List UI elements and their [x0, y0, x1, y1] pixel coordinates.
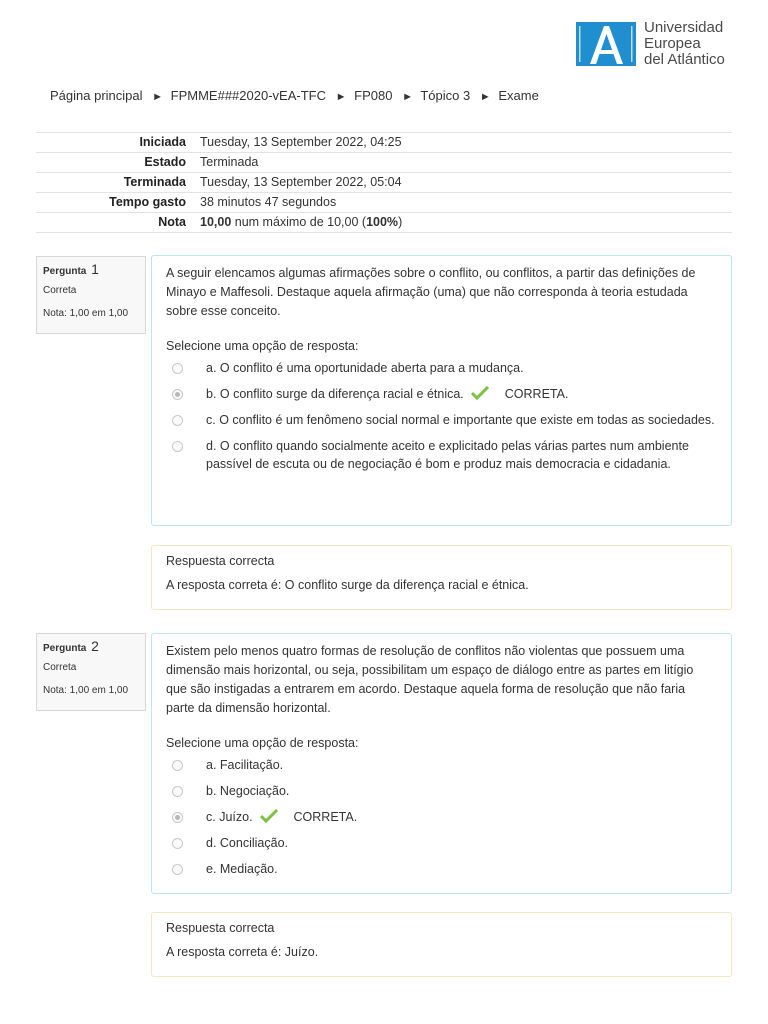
breadcrumb-separator-icon: ►: [402, 91, 413, 103]
radio-button[interactable]: [172, 363, 183, 374]
question-grade: Nota: 1,00 em 1,00: [43, 308, 129, 319]
answer-option-a[interactable]: [166, 359, 717, 377]
breadcrumb-module[interactable]: FP080: [354, 88, 393, 103]
answer-option-c[interactable]: [166, 808, 717, 826]
question-info-1: [36, 256, 146, 334]
question-label: Pergunta: [43, 266, 87, 277]
feedback-title: Respuesta correcta: [166, 921, 275, 935]
question-state: Correta: [43, 662, 77, 673]
question-text: Existem pelo menos quatro formas de resolução de conflitos não violentas que possuem uma dimensão mais horizontal, ou seja, possibilitam um espaço de diálogo entre as partes em litígio que são instigadas a entrarem em acordo. Destaque aquela forma de resolução que não faria parte da dimensão horizontal.: [166, 644, 694, 715]
question-label: Pergunta: [43, 643, 87, 654]
logo-mark-icon: [576, 22, 636, 66]
correct-tag: CORRETA.: [293, 810, 358, 824]
radio-button[interactable]: [172, 864, 183, 875]
breadcrumb-topic[interactable]: Tópico 3: [420, 88, 471, 103]
question-state: Correta: [43, 285, 77, 296]
option-label: b. Negociação.: [206, 784, 290, 798]
correct-tag: CORRETA.: [504, 387, 569, 401]
feedback-title: Respuesta correcta: [166, 554, 275, 568]
option-label: d. O conflito quando socialmente aceito e explicitado pelas várias partes num ambiente passível de escuta ou de negociação é bom e produz mais democracia e cidadania.: [206, 439, 689, 471]
logo-line-1: Universidad: [644, 19, 724, 36]
summary-value: Tuesday, 13 September 2022, 04:25: [200, 135, 402, 149]
check-icon: [471, 386, 489, 400]
university-logo: [576, 20, 725, 68]
answer-option-b[interactable]: [166, 782, 717, 800]
summary-row-time: [36, 193, 732, 213]
breadcrumb-home[interactable]: Página principal: [50, 88, 143, 103]
radio-button[interactable]: [172, 415, 183, 426]
option-label: b. O conflito surge da diferença racial e étnica.: [206, 387, 464, 401]
feedback-box-2: [151, 912, 732, 977]
logo-line-2: Europea: [644, 35, 701, 52]
feedback-box-1: [151, 545, 732, 610]
summary-label: Iniciada: [139, 135, 186, 149]
option-label: a. O conflito é uma oportunidade aberta para a mudança.: [206, 361, 524, 375]
breadcrumb-separator-icon: ►: [152, 91, 164, 103]
answer-prompt: Selecione uma opção de resposta:: [166, 736, 359, 750]
summary-value: Tuesday, 13 September 2022, 05:04: [200, 175, 402, 189]
summary-row-grade: [36, 213, 732, 233]
answer-option-d[interactable]: [166, 437, 717, 473]
question-box-1: [151, 255, 732, 526]
radio-button-selected[interactable]: [172, 389, 183, 400]
question-text: A seguir elencamos algumas afirmações sobre o conflito, ou conflitos, a partir das definições de Minayo e Maffesoli. Destaque aquela afirmação (uma) que não corresponda à teoria estudada sobre esse conceito.: [166, 266, 696, 318]
question-number: [43, 261, 139, 277]
breadcrumb-separator-icon: ►: [335, 91, 347, 103]
answer-option-d[interactable]: [166, 834, 717, 852]
summary-label: Terminada: [123, 175, 186, 189]
radio-button[interactable]: [172, 786, 183, 797]
logo-line-3: del Atlántico: [644, 51, 725, 68]
summary-label: Nota: [158, 215, 186, 229]
grade-percent: 100%: [366, 215, 399, 229]
summary-label: Tempo gasto: [109, 195, 186, 209]
answer-prompt: Selecione uma opção de resposta:: [166, 339, 359, 353]
grade-close: ): [398, 215, 403, 229]
feedback-text: A resposta correta é: O conflito surge da diferença racial e étnica.: [166, 578, 529, 592]
breadcrumb-exam[interactable]: Exame: [498, 88, 539, 103]
summary-label: Estado: [144, 155, 186, 169]
summary-value: [192, 213, 732, 233]
grade-score: 10,00: [200, 215, 232, 229]
radio-button[interactable]: [172, 441, 183, 452]
answer-option-a[interactable]: [166, 756, 717, 774]
attempt-summary-table: [36, 132, 732, 233]
answer-option-c[interactable]: [166, 411, 717, 429]
option-label: c. Juízo.: [206, 810, 253, 824]
breadcrumb: [50, 88, 545, 103]
question-number: [43, 638, 139, 654]
option-label: a. Facilitação.: [206, 758, 284, 772]
check-icon: [260, 809, 278, 823]
summary-value: 38 minutos 47 segundos: [200, 195, 337, 209]
grade-max: num máximo de 10,00 (: [231, 215, 367, 229]
breadcrumb-separator-icon: ►: [479, 91, 491, 103]
summary-row-state: [36, 153, 732, 173]
question-info-2: [36, 633, 146, 711]
radio-button-selected[interactable]: [172, 812, 183, 823]
question-index: 2: [91, 638, 99, 654]
logo-text: [644, 20, 725, 68]
breadcrumb-course[interactable]: FPMME###2020-vEA-TFC: [170, 88, 326, 103]
feedback-text: A resposta correta é: Juízo.: [166, 945, 319, 959]
answer-option-e[interactable]: [166, 860, 717, 878]
option-label: e. Mediação.: [206, 862, 278, 876]
question-grade: Nota: 1,00 em 1,00: [43, 685, 129, 696]
option-label: d. Conciliação.: [206, 836, 288, 850]
question-index: 1: [91, 261, 99, 277]
radio-button[interactable]: [172, 838, 183, 849]
summary-row-started: [36, 133, 732, 153]
radio-button[interactable]: [172, 760, 183, 771]
answer-option-b[interactable]: [166, 385, 717, 403]
summary-value: Terminada: [200, 155, 259, 169]
option-label: c. O conflito é um fenômeno social normal e importante que existe em todas as sociedades.: [206, 413, 715, 427]
summary-row-finished: [36, 173, 732, 193]
question-box-2: [151, 633, 732, 894]
